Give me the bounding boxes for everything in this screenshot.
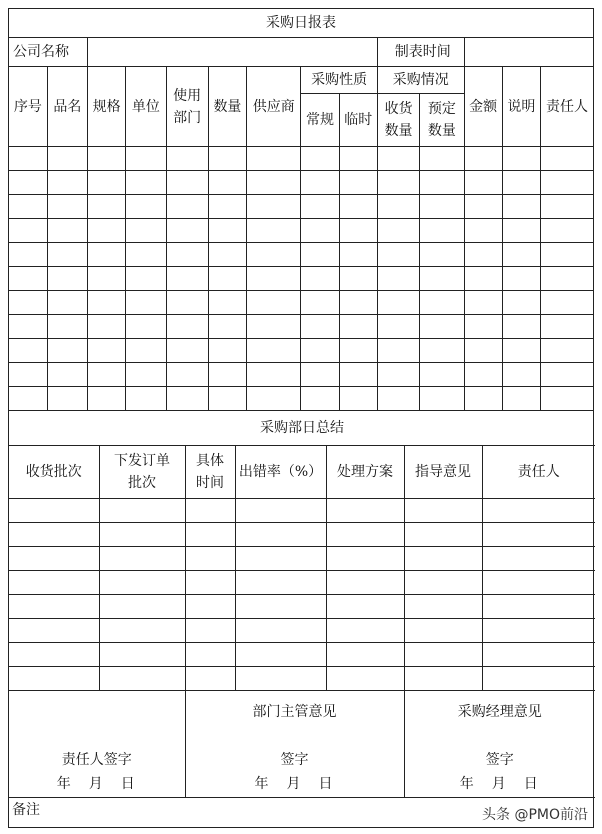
main-table-cell[interactable] (166, 219, 208, 243)
owner-signature-date: 年 月 日 (56, 776, 137, 792)
main-table-cell[interactable] (208, 339, 246, 363)
main-table-cell[interactable] (541, 363, 594, 387)
summary-table-cell[interactable] (185, 523, 235, 547)
main-table-row (9, 243, 593, 267)
dept-head-opinion-label: 部门主管意见 (252, 704, 337, 720)
summary-table-row (9, 523, 595, 547)
main-table-cell[interactable] (464, 243, 502, 267)
summary-table-cell[interactable] (482, 547, 595, 571)
summary-table-cell[interactable] (99, 523, 185, 547)
summary-table-cell[interactable] (235, 667, 326, 691)
main-table-cell[interactable] (420, 219, 464, 243)
summary-table-row (9, 619, 595, 643)
manager-sign-label: 签字 (485, 752, 514, 768)
main-table-cell[interactable] (208, 315, 246, 339)
manager-sign-date: 年 月 日 (459, 776, 540, 792)
remarks-label: 备注 (12, 802, 40, 818)
main-table-cell[interactable] (47, 291, 87, 315)
summary-table-cell[interactable] (326, 499, 404, 523)
summary-header-owner: 责任人 (482, 446, 595, 499)
main-table-cell[interactable] (339, 195, 377, 219)
summary-table-cell[interactable] (99, 547, 185, 571)
summary-table-row (9, 643, 595, 667)
main-table-cell[interactable] (9, 339, 47, 363)
main-table-cell[interactable] (377, 363, 419, 387)
summary-header-time-line2: 时间 (196, 475, 224, 491)
main-table-cell[interactable] (420, 363, 464, 387)
main-table-cell[interactable] (166, 171, 208, 195)
summary-table-cell[interactable] (9, 595, 99, 619)
main-table-cell[interactable] (47, 147, 87, 171)
summary-table-cell[interactable] (482, 595, 595, 619)
main-table-cell[interactable] (208, 195, 246, 219)
main-table-cell[interactable] (339, 267, 377, 291)
main-table-row (9, 387, 593, 411)
main-table-cell[interactable] (247, 243, 301, 267)
main-table-cell[interactable] (9, 267, 47, 291)
daily-summary-table (9, 411, 595, 691)
main-table-row (9, 267, 593, 291)
main-table-cell[interactable] (47, 387, 87, 411)
main-table-cell[interactable] (339, 243, 377, 267)
header-purchase-status: 采购情况 (377, 67, 464, 94)
summary-table-cell[interactable] (326, 667, 404, 691)
main-table-cell[interactable] (464, 219, 502, 243)
main-table-cell[interactable] (339, 291, 377, 315)
main-table-cell[interactable] (420, 171, 464, 195)
main-table-cell[interactable] (377, 219, 419, 243)
summary-table-cell[interactable] (326, 643, 404, 667)
main-table-cell[interactable] (339, 147, 377, 171)
summary-table-row (9, 667, 595, 691)
main-table-cell[interactable] (47, 219, 87, 243)
main-table-cell[interactable] (464, 171, 502, 195)
summary-table-cell[interactable] (9, 499, 99, 523)
header-planned-qty (420, 94, 464, 147)
summary-table-cell[interactable] (235, 499, 326, 523)
summary-table-cell[interactable] (235, 571, 326, 595)
main-table-cell[interactable] (247, 267, 301, 291)
main-table-cell[interactable] (9, 363, 47, 387)
main-table-cell[interactable] (47, 195, 87, 219)
main-table-cell[interactable] (208, 171, 246, 195)
manager-opinion-cell[interactable] (404, 691, 595, 798)
main-table-cell[interactable] (126, 147, 166, 171)
main-table-cell[interactable] (9, 291, 47, 315)
header-department-line1: 使用 (173, 87, 202, 104)
summary-header-handling: 处理方案 (326, 446, 404, 499)
summary-table-cell[interactable] (185, 619, 235, 643)
main-table-cell[interactable] (301, 147, 339, 171)
main-table-row (9, 339, 593, 363)
header-received-line1: 收货 (384, 101, 413, 117)
summary-table-body (9, 499, 595, 691)
main-table-cell[interactable] (339, 219, 377, 243)
main-table-cell[interactable] (541, 243, 594, 267)
summary-table-cell[interactable] (404, 547, 482, 571)
summary-table-cell[interactable] (185, 499, 235, 523)
main-table-cell[interactable] (339, 315, 377, 339)
summary-table-cell[interactable] (482, 523, 595, 547)
header-remarks: 说明 (502, 67, 540, 147)
main-table-cell[interactable] (247, 195, 301, 219)
header-temporary: 临时 (339, 94, 377, 147)
main-table-cell[interactable] (9, 171, 47, 195)
main-table-cell[interactable] (126, 291, 166, 315)
main-table-cell[interactable] (541, 387, 594, 411)
summary-table-cell[interactable] (326, 571, 404, 595)
main-table-cell[interactable] (464, 147, 502, 171)
summary-header-order-line1: 下发订单 (114, 453, 170, 469)
summary-table-cell[interactable] (99, 667, 185, 691)
main-table-cell[interactable] (502, 387, 540, 411)
summary-table-cell[interactable] (185, 643, 235, 667)
main-table-cell[interactable] (166, 291, 208, 315)
summary-table-cell[interactable] (185, 571, 235, 595)
main-table-cell[interactable] (88, 171, 126, 195)
main-table-cell[interactable] (9, 243, 47, 267)
summary-table-cell[interactable] (482, 571, 595, 595)
main-table-cell[interactable] (541, 315, 594, 339)
header-spec: 规格 (88, 67, 126, 147)
main-table-cell[interactable] (420, 291, 464, 315)
main-table-cell[interactable] (166, 267, 208, 291)
main-table-cell[interactable] (541, 171, 594, 195)
main-table-cell[interactable] (301, 291, 339, 315)
main-table-cell[interactable] (208, 267, 246, 291)
summary-table-row (9, 547, 595, 571)
main-table-cell[interactable] (126, 171, 166, 195)
header-owner: 责任人 (541, 67, 594, 147)
summary-table-cell[interactable] (404, 667, 482, 691)
summary-title: 采购部日总结 (9, 411, 595, 446)
summary-table-cell[interactable] (9, 547, 99, 571)
main-table-cell[interactable] (208, 291, 246, 315)
summary-table-cell[interactable] (404, 643, 482, 667)
main-table-cell[interactable] (502, 219, 540, 243)
main-table-cell[interactable] (420, 387, 464, 411)
main-table-cell[interactable] (339, 171, 377, 195)
main-table-cell[interactable] (420, 147, 464, 171)
main-table-cell[interactable] (126, 243, 166, 267)
owner-signature-label: 责任人签字 (61, 752, 132, 768)
signature-table (9, 691, 595, 822)
summary-table-row (9, 499, 595, 523)
main-table-cell[interactable] (464, 339, 502, 363)
main-table-cell[interactable] (166, 147, 208, 171)
main-table-cell[interactable] (208, 147, 246, 171)
main-table-cell[interactable] (126, 195, 166, 219)
main-table-cell[interactable] (339, 339, 377, 363)
main-table-row (9, 171, 593, 195)
main-table-cell[interactable] (88, 267, 126, 291)
main-table-row (9, 219, 593, 243)
main-table-cell[interactable] (47, 339, 87, 363)
header-department (166, 67, 208, 147)
main-table-cell[interactable] (208, 243, 246, 267)
summary-table-cell[interactable] (404, 523, 482, 547)
main-table-row (9, 363, 593, 387)
main-table-cell[interactable] (47, 315, 87, 339)
header-product: 品名 (47, 67, 87, 147)
main-table-cell[interactable] (301, 171, 339, 195)
main-table-cell[interactable] (88, 339, 126, 363)
main-table-cell[interactable] (502, 243, 540, 267)
summary-header-order-batch (99, 446, 185, 499)
main-table-cell[interactable] (166, 243, 208, 267)
main-table-cell[interactable] (301, 195, 339, 219)
main-table-cell[interactable] (247, 147, 301, 171)
summary-table-cell[interactable] (9, 667, 99, 691)
main-table-cell[interactable] (541, 339, 594, 363)
owner-signature-cell[interactable] (9, 691, 185, 798)
main-table-cell[interactable] (88, 147, 126, 171)
main-table-cell[interactable] (377, 387, 419, 411)
main-table-cell[interactable] (47, 171, 87, 195)
main-table-cell[interactable] (301, 219, 339, 243)
main-table-cell[interactable] (339, 363, 377, 387)
main-table-cell[interactable] (377, 315, 419, 339)
summary-header-time-line1: 具体 (196, 453, 224, 469)
main-table-cell[interactable] (247, 387, 301, 411)
header-regular: 常规 (301, 94, 339, 147)
summary-table-cell[interactable] (99, 595, 185, 619)
header-seq: 序号 (9, 67, 47, 147)
manager-opinion-label: 采购经理意见 (457, 704, 542, 720)
header-received-qty (377, 94, 419, 147)
purchase-daily-report (8, 8, 594, 828)
watermark: 头条 @PMO前沿 (482, 807, 588, 823)
main-table-cell[interactable] (247, 291, 301, 315)
prepared-time-field[interactable] (464, 38, 593, 67)
main-table-cell[interactable] (339, 387, 377, 411)
main-table-row (9, 147, 593, 171)
main-table-cell[interactable] (166, 195, 208, 219)
company-name-label: 公司名称 (9, 38, 88, 67)
main-table-cell[interactable] (377, 171, 419, 195)
main-table-cell[interactable] (420, 339, 464, 363)
header-unit: 单位 (126, 67, 166, 147)
main-table-cell[interactable] (301, 339, 339, 363)
main-table-cell[interactable] (502, 291, 540, 315)
main-table-cell[interactable] (541, 147, 594, 171)
main-table-cell[interactable] (247, 219, 301, 243)
summary-table-cell[interactable] (235, 547, 326, 571)
main-table-cell[interactable] (502, 363, 540, 387)
summary-table-cell[interactable] (185, 595, 235, 619)
dept-head-sign-label: 签字 (280, 752, 309, 768)
main-table-cell[interactable] (126, 387, 166, 411)
main-table-cell[interactable] (247, 363, 301, 387)
main-table-cell[interactable] (301, 267, 339, 291)
summary-table-cell[interactable] (482, 667, 595, 691)
summary-header-batch: 收货批次 (9, 446, 99, 499)
main-table-cell[interactable] (502, 267, 540, 291)
main-table-cell[interactable] (166, 387, 208, 411)
main-table-cell[interactable] (502, 171, 540, 195)
header-purchase-nature: 采购性质 (301, 67, 378, 94)
purchase-detail-table (9, 9, 593, 411)
header-planned-line2: 数量 (427, 123, 456, 139)
main-table-cell[interactable] (166, 363, 208, 387)
header-quantity: 数量 (208, 67, 246, 147)
main-table-cell[interactable] (541, 195, 594, 219)
header-department-line2: 部门 (173, 109, 202, 126)
main-table-cell[interactable] (377, 267, 419, 291)
main-table-cell[interactable] (301, 243, 339, 267)
main-table-cell[interactable] (208, 387, 246, 411)
main-table-cell[interactable] (541, 267, 594, 291)
main-table-cell[interactable] (126, 267, 166, 291)
summary-table-cell[interactable] (235, 643, 326, 667)
main-table-row (9, 195, 593, 219)
summary-table-cell[interactable] (326, 523, 404, 547)
main-table-cell[interactable] (126, 315, 166, 339)
main-table-cell[interactable] (377, 147, 419, 171)
main-table-cell[interactable] (126, 339, 166, 363)
main-table-cell[interactable] (502, 195, 540, 219)
main-table-cell[interactable] (88, 219, 126, 243)
main-table-cell[interactable] (9, 195, 47, 219)
main-table-cell[interactable] (47, 363, 87, 387)
header-planned-line1: 预定 (427, 101, 456, 117)
main-table-cell[interactable] (9, 147, 47, 171)
main-table-cell[interactable] (464, 315, 502, 339)
summary-table-cell[interactable] (235, 619, 326, 643)
main-table-cell[interactable] (9, 315, 47, 339)
main-table-cell[interactable] (464, 195, 502, 219)
main-table-cell[interactable] (88, 291, 126, 315)
summary-table-cell[interactable] (9, 643, 99, 667)
main-table-cell[interactable] (464, 387, 502, 411)
summary-table-cell[interactable] (99, 643, 185, 667)
main-table-cell[interactable] (47, 243, 87, 267)
main-table-cell[interactable] (420, 243, 464, 267)
summary-table-cell[interactable] (404, 619, 482, 643)
dept-head-opinion-cell[interactable] (185, 691, 404, 798)
main-table-cell[interactable] (208, 363, 246, 387)
main-table-cell[interactable] (502, 339, 540, 363)
main-table-cell[interactable] (9, 387, 47, 411)
main-table-cell[interactable] (464, 363, 502, 387)
main-table-cell[interactable] (9, 219, 47, 243)
main-table-cell[interactable] (502, 315, 540, 339)
main-table-body (9, 147, 593, 411)
main-table-cell[interactable] (247, 315, 301, 339)
summary-table-cell[interactable] (404, 571, 482, 595)
main-table-cell[interactable] (464, 267, 502, 291)
summary-table-row (9, 571, 595, 595)
main-table-cell[interactable] (502, 147, 540, 171)
summary-table-cell[interactable] (185, 547, 235, 571)
summary-table-cell[interactable] (482, 619, 595, 643)
main-table-cell[interactable] (464, 291, 502, 315)
main-table-cell[interactable] (377, 243, 419, 267)
main-table-row (9, 291, 593, 315)
main-table-cell[interactable] (88, 363, 126, 387)
summary-table-cell[interactable] (482, 643, 595, 667)
main-table-cell[interactable] (208, 219, 246, 243)
main-table-cell[interactable] (377, 291, 419, 315)
report-title: 采购日报表 (9, 9, 593, 38)
main-table-cell[interactable] (247, 339, 301, 363)
main-table-cell[interactable] (247, 171, 301, 195)
summary-table-cell[interactable] (326, 547, 404, 571)
summary-table-cell[interactable] (9, 571, 99, 595)
main-table-cell[interactable] (541, 219, 594, 243)
summary-table-cell[interactable] (185, 667, 235, 691)
dept-head-sign-date: 年 月 日 (254, 776, 335, 792)
summary-table-row (9, 595, 595, 619)
main-table-cell[interactable] (420, 315, 464, 339)
summary-table-cell[interactable] (326, 595, 404, 619)
main-table-cell[interactable] (88, 315, 126, 339)
summary-table-cell[interactable] (9, 619, 99, 643)
main-table-cell[interactable] (88, 387, 126, 411)
main-table-cell[interactable] (166, 339, 208, 363)
main-table-cell[interactable] (420, 267, 464, 291)
summary-header-order-line2: 批次 (128, 475, 156, 491)
summary-table-cell[interactable] (404, 499, 482, 523)
main-table-cell[interactable] (88, 195, 126, 219)
summary-table-cell[interactable] (482, 499, 595, 523)
main-table-cell[interactable] (47, 267, 87, 291)
header-received-line2: 数量 (384, 123, 413, 139)
main-table-cell[interactable] (166, 315, 208, 339)
summary-header-time (185, 446, 235, 499)
summary-table-cell[interactable] (235, 595, 326, 619)
main-table-cell[interactable] (301, 363, 339, 387)
header-supplier: 供应商 (247, 67, 301, 147)
main-table-cell[interactable] (126, 363, 166, 387)
summary-table-cell[interactable] (235, 523, 326, 547)
summary-table-cell[interactable] (9, 523, 99, 547)
main-table-cell[interactable] (377, 339, 419, 363)
main-table-cell[interactable] (126, 219, 166, 243)
summary-header-guidance: 指导意见 (404, 446, 482, 499)
main-table-cell[interactable] (301, 387, 339, 411)
main-table-cell[interactable] (301, 315, 339, 339)
main-table-cell[interactable] (88, 243, 126, 267)
company-name-field[interactable] (88, 38, 378, 67)
summary-header-error-rate: 出错率（%） (235, 446, 326, 499)
summary-table-cell[interactable] (99, 571, 185, 595)
main-table-row (9, 315, 593, 339)
summary-table-cell[interactable] (404, 595, 482, 619)
prepared-time-label: 制表时间 (377, 38, 464, 67)
header-amount: 金额 (464, 67, 502, 147)
main-table-cell[interactable] (420, 195, 464, 219)
summary-table-cell[interactable] (99, 499, 185, 523)
main-table-cell[interactable] (541, 291, 594, 315)
main-table-cell[interactable] (377, 195, 419, 219)
summary-table-cell[interactable] (326, 619, 404, 643)
summary-table-cell[interactable] (99, 619, 185, 643)
